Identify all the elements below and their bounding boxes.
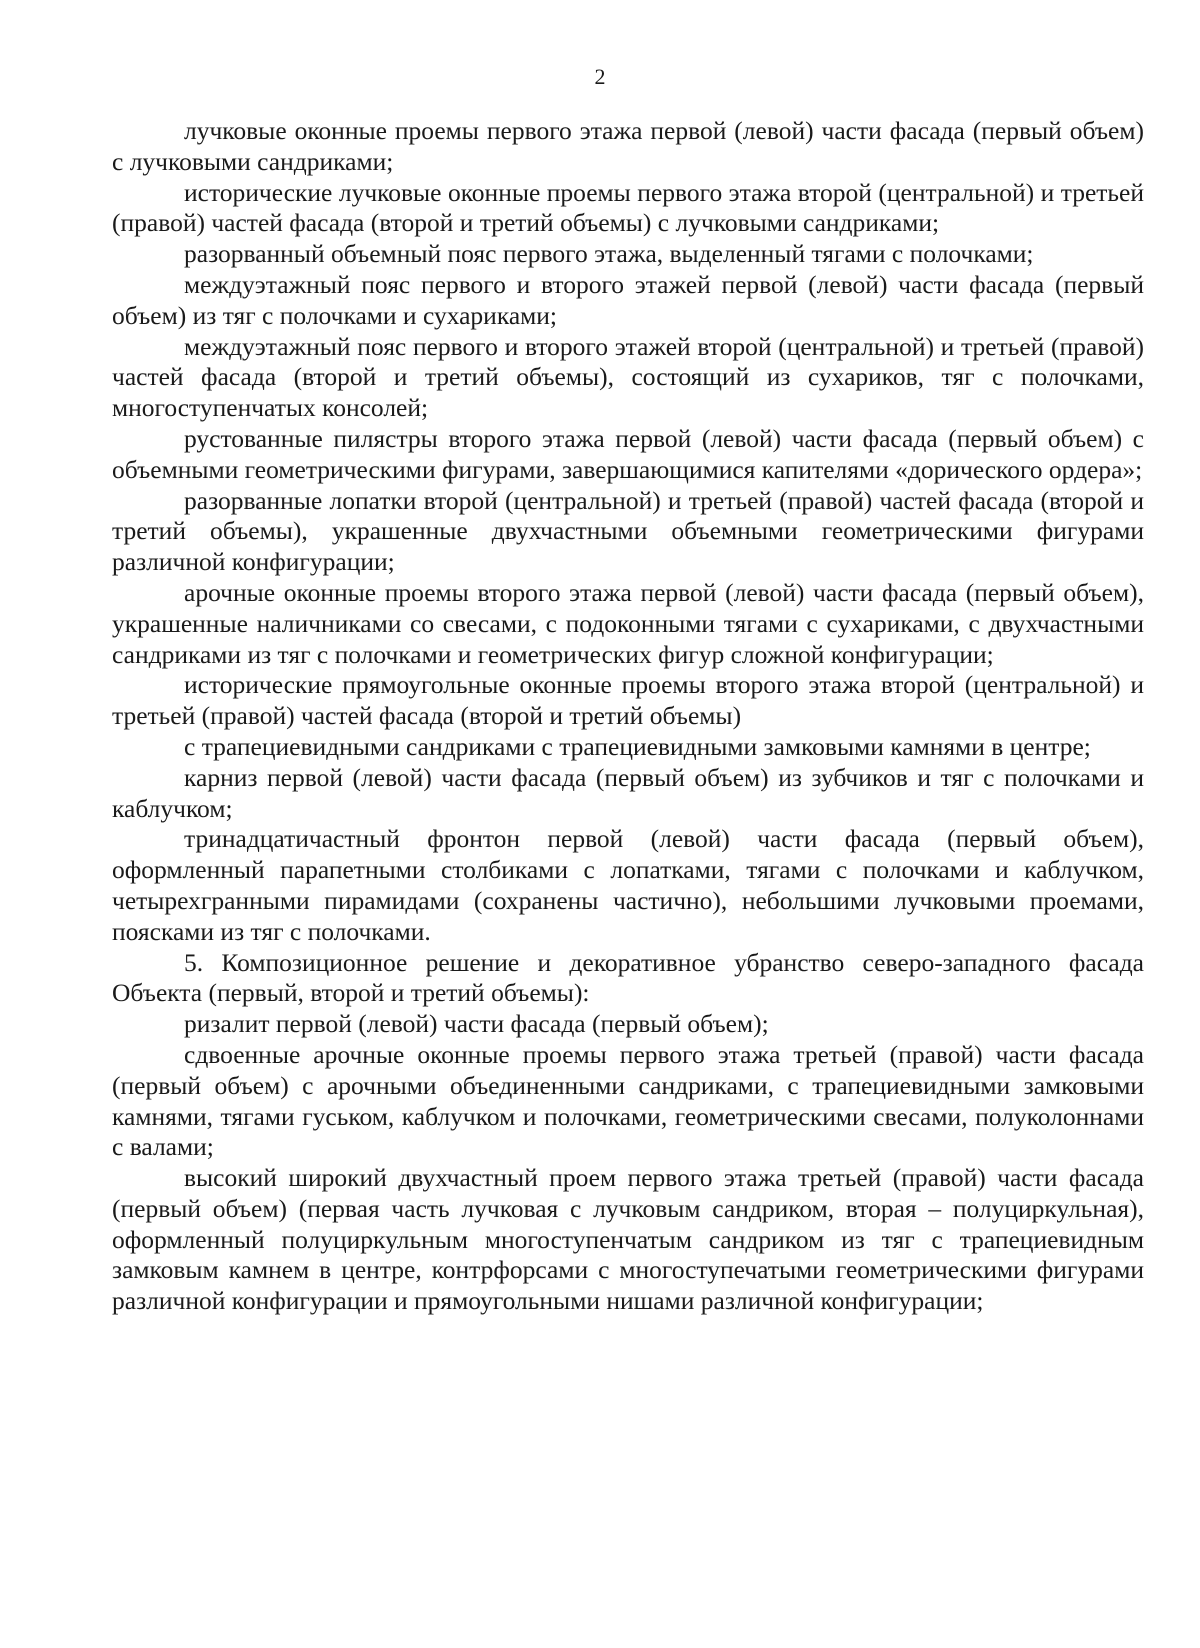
paragraph: лучковые оконные проемы первого этажа первой (левой) части фасада (первый объем) с лучковыми сандриками;: [112, 116, 1144, 176]
paragraph: арочные оконные проемы второго этажа первой (левой) части фасада (первый объем), украшенные наличниками со свесами, с подоконными тягами с сухариками, с двухчастными сандриками из тяг с полочками и геометрических фигур сложной конфигурации;: [112, 577, 1144, 669]
paragraph: сдвоенные арочные оконные проемы первого этажа третьей (правой) части фасада (первый объем) с арочными объединенными сандриками, с трапециевидными замковыми камнями, тягами гуськом, каблучком и полочками, геометрическими свесами, полуколоннами с валами;: [112, 1039, 1144, 1162]
paragraph: междуэтажный пояс первого и второго этажей первой (левой) части фасада (первый объем) из тяг с полочками и сухариками;: [112, 269, 1144, 330]
paragraph: рустованные пилястры второго этажа первой (левой) части фасада (первый объем) с объемными геометрическими фигурами, завершающимися капителями «дорического ордера»;: [112, 423, 1144, 484]
paragraph: исторические лучковые оконные проемы первого этажа второй (центральной) и третьей (правой) частей фасада (второй и третий объемы) с лучковыми сандриками;: [112, 177, 1144, 238]
paragraph: междуэтажный пояс первого и второго этажей второй (центральной) и третьей (правой) частей фасада (второй и третий объемы), состоящий из сухариков, тяг с полочками, многоступенчатых консолей;: [112, 331, 1144, 423]
paragraph: высокий широкий двухчастный проем первого этажа третьей (правой) части фасада (первый объем) (первая часть лучковая с лучковым сандриком, вторая – полуциркульная), оформленный полуциркульным многоступенчатым сандриком из тяг с трапециевидным замковым камнем в центре, контрфорсами с многоступечатыми геометрическими фигурами различной конфигурации и прямоугольными нишами различной конфигурации;: [112, 1163, 1144, 1316]
page-number: 2: [594, 64, 606, 89]
document-body: [112, 116, 1144, 1317]
paragraph: с трапециевидными сандриками с трапециевидными замковыми камнями в центре;: [184, 731, 1091, 761]
paragraph: карниз первой (левой) части фасада (первый объем) из зубчиков и тяг с полочками и каблучком;: [112, 762, 1144, 823]
section-heading-paragraph: 5. Композиционное решение и декоративное убранство северо-западного фасада Объекта (первый, второй и третий объемы):: [112, 947, 1144, 1008]
paragraph: ризалит первой (левой) части фасада (первый объем);: [184, 1009, 769, 1039]
paragraph: исторические прямоугольные оконные проемы второго этажа второй (центральной) и третьей (правой) частей фасада (второй и третий объемы): [112, 670, 1144, 731]
paragraph: разорванный объемный пояс первого этажа, выделенный тягами с полочками;: [184, 239, 1034, 269]
paragraph: тринадцатичастный фронтон первой (левой) части фасада (первый объем), оформленный парапетными столбиками с лопатками, тягами с полочками и каблучком, четырехгранными пирамидами (сохранены частично), небольшими лучковыми проемами, поясками из тяг с полочками.: [112, 824, 1144, 946]
paragraph: разорванные лопатки второй (центральной) и третьей (правой) частей фасада (второй и третий объемы), украшенные двухчастными объемными геометрическими фигурами различной конфигурации;: [112, 485, 1144, 577]
